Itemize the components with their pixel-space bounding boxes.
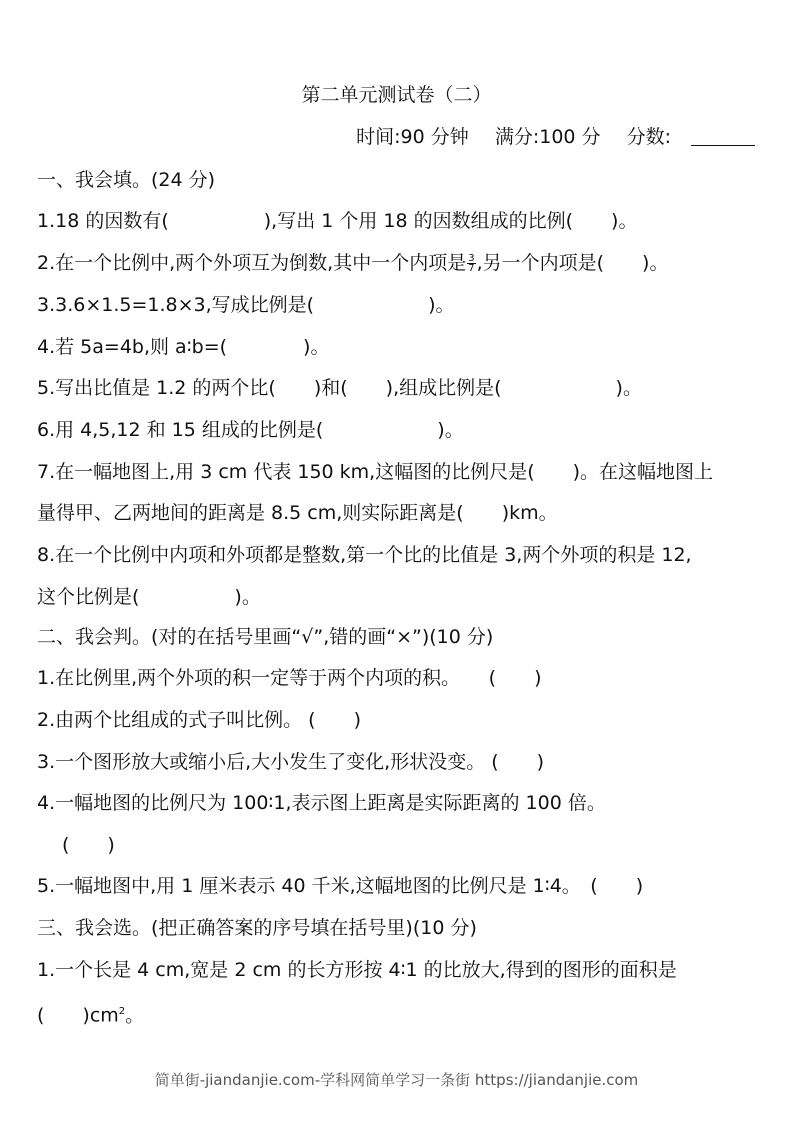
time-label: 时间:90 分钟	[356, 126, 469, 148]
question-3-1: 1.一个长是 4 cm,宽是 2 cm 的长方形按 4∶1 的比放大,得到的图形的面积是	[37, 959, 677, 981]
question-1-3: 3.3.6×1.5=1.8×3,写成比例是( )。	[37, 294, 455, 316]
fraction: $\frac{3}{7}$	[468, 253, 475, 274]
question-1-2: 2.在一个比例中,两个外项互为倒数,其中一个内项是 $\frac{3}{7}$ ,另一个内项是( )。	[37, 252, 669, 274]
question-1-4: 4.若 5a=4b,则 a∶b=( )。	[37, 336, 330, 358]
score-label: 分数:	[627, 126, 755, 148]
footer-watermark: 简单街-jiandanjie.com-学科网简单学习一条街 https://jiandanjie.com	[154, 1071, 639, 1089]
question-2-3: 3.一个图形放大或缩小后,大小发生了变化,形状没变。 ( )	[37, 751, 545, 773]
question-3-1-cont: ( )$cm^2$。	[37, 1004, 145, 1027]
question-2-2: 2.由两个比组成的式子叫比例。 ( )	[37, 709, 361, 731]
section-3-heading: 三、我会选。(把正确答案的序号填在括号里)(10 分)	[37, 917, 477, 939]
question-2-4: 4.一幅地图的比例尺为 100∶1,表示图上距离是实际距离的 100 倍。	[37, 792, 606, 814]
question-1-8-cont: 这个比例是( )。	[37, 586, 261, 608]
section-2-heading: 二、我会判。(对的在括号里画“√”,错的画“×”)(10 分)	[37, 626, 494, 648]
question-1-7: 7.在一幅地图上,用 3 cm 代表 150 km,这幅图的比例尺是( )。在这幅地图上	[37, 461, 714, 483]
question-2-1: 1.在比例里,两个外项的积一定等于两个内项的积。 ( )	[37, 667, 542, 689]
score-blank[interactable]	[691, 127, 755, 146]
question-1-5: 5.写出比值是 1.2 的两个比( )和( ),组成比例是( )。	[37, 377, 642, 399]
question-1-1: 1.18 的因数有( ),写出 1 个用 18 的因数组成的比例( )。	[37, 210, 638, 232]
section-1-heading: 一、我会填。(24 分)	[37, 169, 216, 191]
question-1-6: 6.用 4,5,12 和 15 组成的比例是( )。	[37, 419, 464, 441]
question-2-4-bracket: ( )	[62, 834, 115, 856]
full-score-label: 满分:100 分	[494, 126, 601, 148]
question-1-8: 8.在一个比例中内项和外项都是整数,第一个比的比值是 3,两个外项的积是 12,	[37, 544, 692, 566]
page-title: 第二单元测试卷（二）	[301, 84, 492, 106]
question-2-5: 5.一幅地图中,用 1 厘米表示 40 千米,这幅地图的比例尺是 1∶4。 ( )	[37, 875, 644, 897]
exam-info	[336, 124, 755, 150]
question-1-7-cont: 量得甲、乙两地间的距离是 8.5 cm,则实际距离是( )km。	[37, 502, 558, 524]
